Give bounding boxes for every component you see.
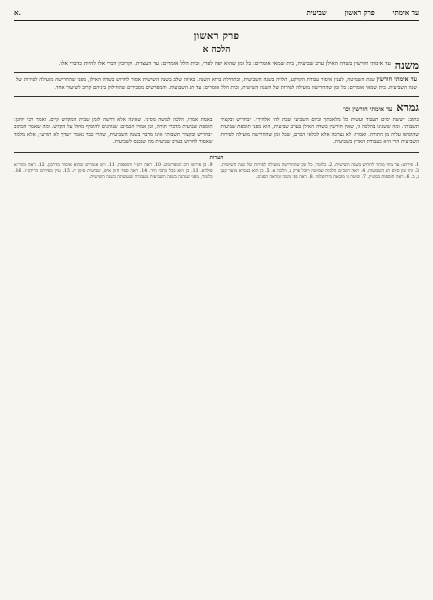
translation-box [14,72,419,96]
mishnah-label: משנה [394,59,419,72]
translation-text: שנת השמיטה, לענין איסור עבודת הקרקע, תלויה בשנה השביעית, ובתחילת ברוא השנה. באיזה שלב בשנה השישית אסור לחרוש בשדה האילן, מפני שהחרישה מועילה לפירות של שנה השביעית. בית שמאי אומרים: כל זמן שהחרישה מועילה לפירות של השנה השישית, ובית הלל אומרים: עד חג השבועות. והמפרשים מסבירים שהחילוק ביניהם קרוב לשיעור אחד. [16,77,417,91]
running-head [14,6,419,21]
notes-column-right: 1. פירוש: עד מתי מותר לחרוש בשנה השישית. 2. כלומר, כל זמן שהחרישה מועילה לפירות של שנה השישית. 3. זהו זמן סיום חג השבועות. 4. ראה רמב״ם הלכות שמיטה ויובל פרק ג, הלכה א. 5. כן הוא בגמרא מועד קטן ג, ב. 6. ראה תוספות בסוגיין. 7. שיטה זו מובאת בירושלמי. 8. ראה פני משה ומראה הפנים. [220,162,419,181]
running-head-item: עד אימתי [392,7,419,17]
running-head-item: שביעית [306,7,327,17]
chapter-title: פרק ראשון [193,31,240,42]
notes-column-left: 9. כן פירשו רוב המפרשים. 10. ראה רש״י ותוספות. 11. ויש אומרים שהוא איסור מדרבנן. 12. ראה מהר״א פולדא. 13. כן הוא בכל כתבי היד. 14. ראה ספר חזון איש, שביעית סימן יז. 15. עיין בפירוש הרידב״ז. 16. כלומר, מפני שנהנה בשנה השביעית מעבודה שנעשתה בשנה השישית. [14,162,213,181]
running-head-titles [307,8,420,17]
gemara-columns [14,117,419,147]
gemara-subheading: עד אימתי חורשין וכו׳ [342,105,393,113]
mishnah-section [14,59,419,72]
gemara-column-left: באמת אמרו, הלכה למשה מסיני. שאינה אלא דרשה לזמן שבית המקדש קיים. ואמר רבי יוחנן: תוספת שביעית מדברי תורה, וכן אמרו חכמים: שנוהגים להוסיף מחול על הקדש. ומה שאמר הכתוב ״בחריש ובקציר תשבות״ אינו מדבר בשנה השביעית, שהרי כבר נאמר ״שדך לא תזרע״, אלא מלמד שאסור לחרוש בערב שביעית מה שנכנס לשביעית. [14,116,213,146]
gemara-header [14,101,419,114]
mishnah-text: עד אימתי חורשין בשדה האילן ערב שביעית, בית שמאי אומרים: כל זמן שהוא יפה לפרי, ובית הלל אומרים: עד העצרת. וקרובין דברי אלו להיות כדברי אלו. [58,61,391,67]
gemara-label: גמרא [396,100,419,114]
document-page [14,6,419,594]
notes-title: הערות [14,152,419,161]
folio-number: א. [14,7,21,17]
translation-lead: עד אימתי חורשין [376,76,418,84]
notes-columns [14,163,419,182]
gemara-column-right: כתוב: ״ששת ימים תעבוד ועשית כל מלאכתך וביום השביעי שבת לה׳ אלהיך״. ״בחריש ובקציר תשבות״. ומה ששנינו בהלכה זו, שאין חורשין בשדה האילן בערב שביעית, הוא מפני תוספת שביעית שהוסיפו עליה מן התורה. ואמרו: לא נצרכה אלא לכלאי הכרם, שכל זמן שהחרישה מועילה לפירות השביעית הרי היא כעבודת הארץ בשביעית. [220,116,419,146]
running-head-item: פרק ראשון [344,7,375,17]
halacha-title: הלכה א [202,45,231,55]
